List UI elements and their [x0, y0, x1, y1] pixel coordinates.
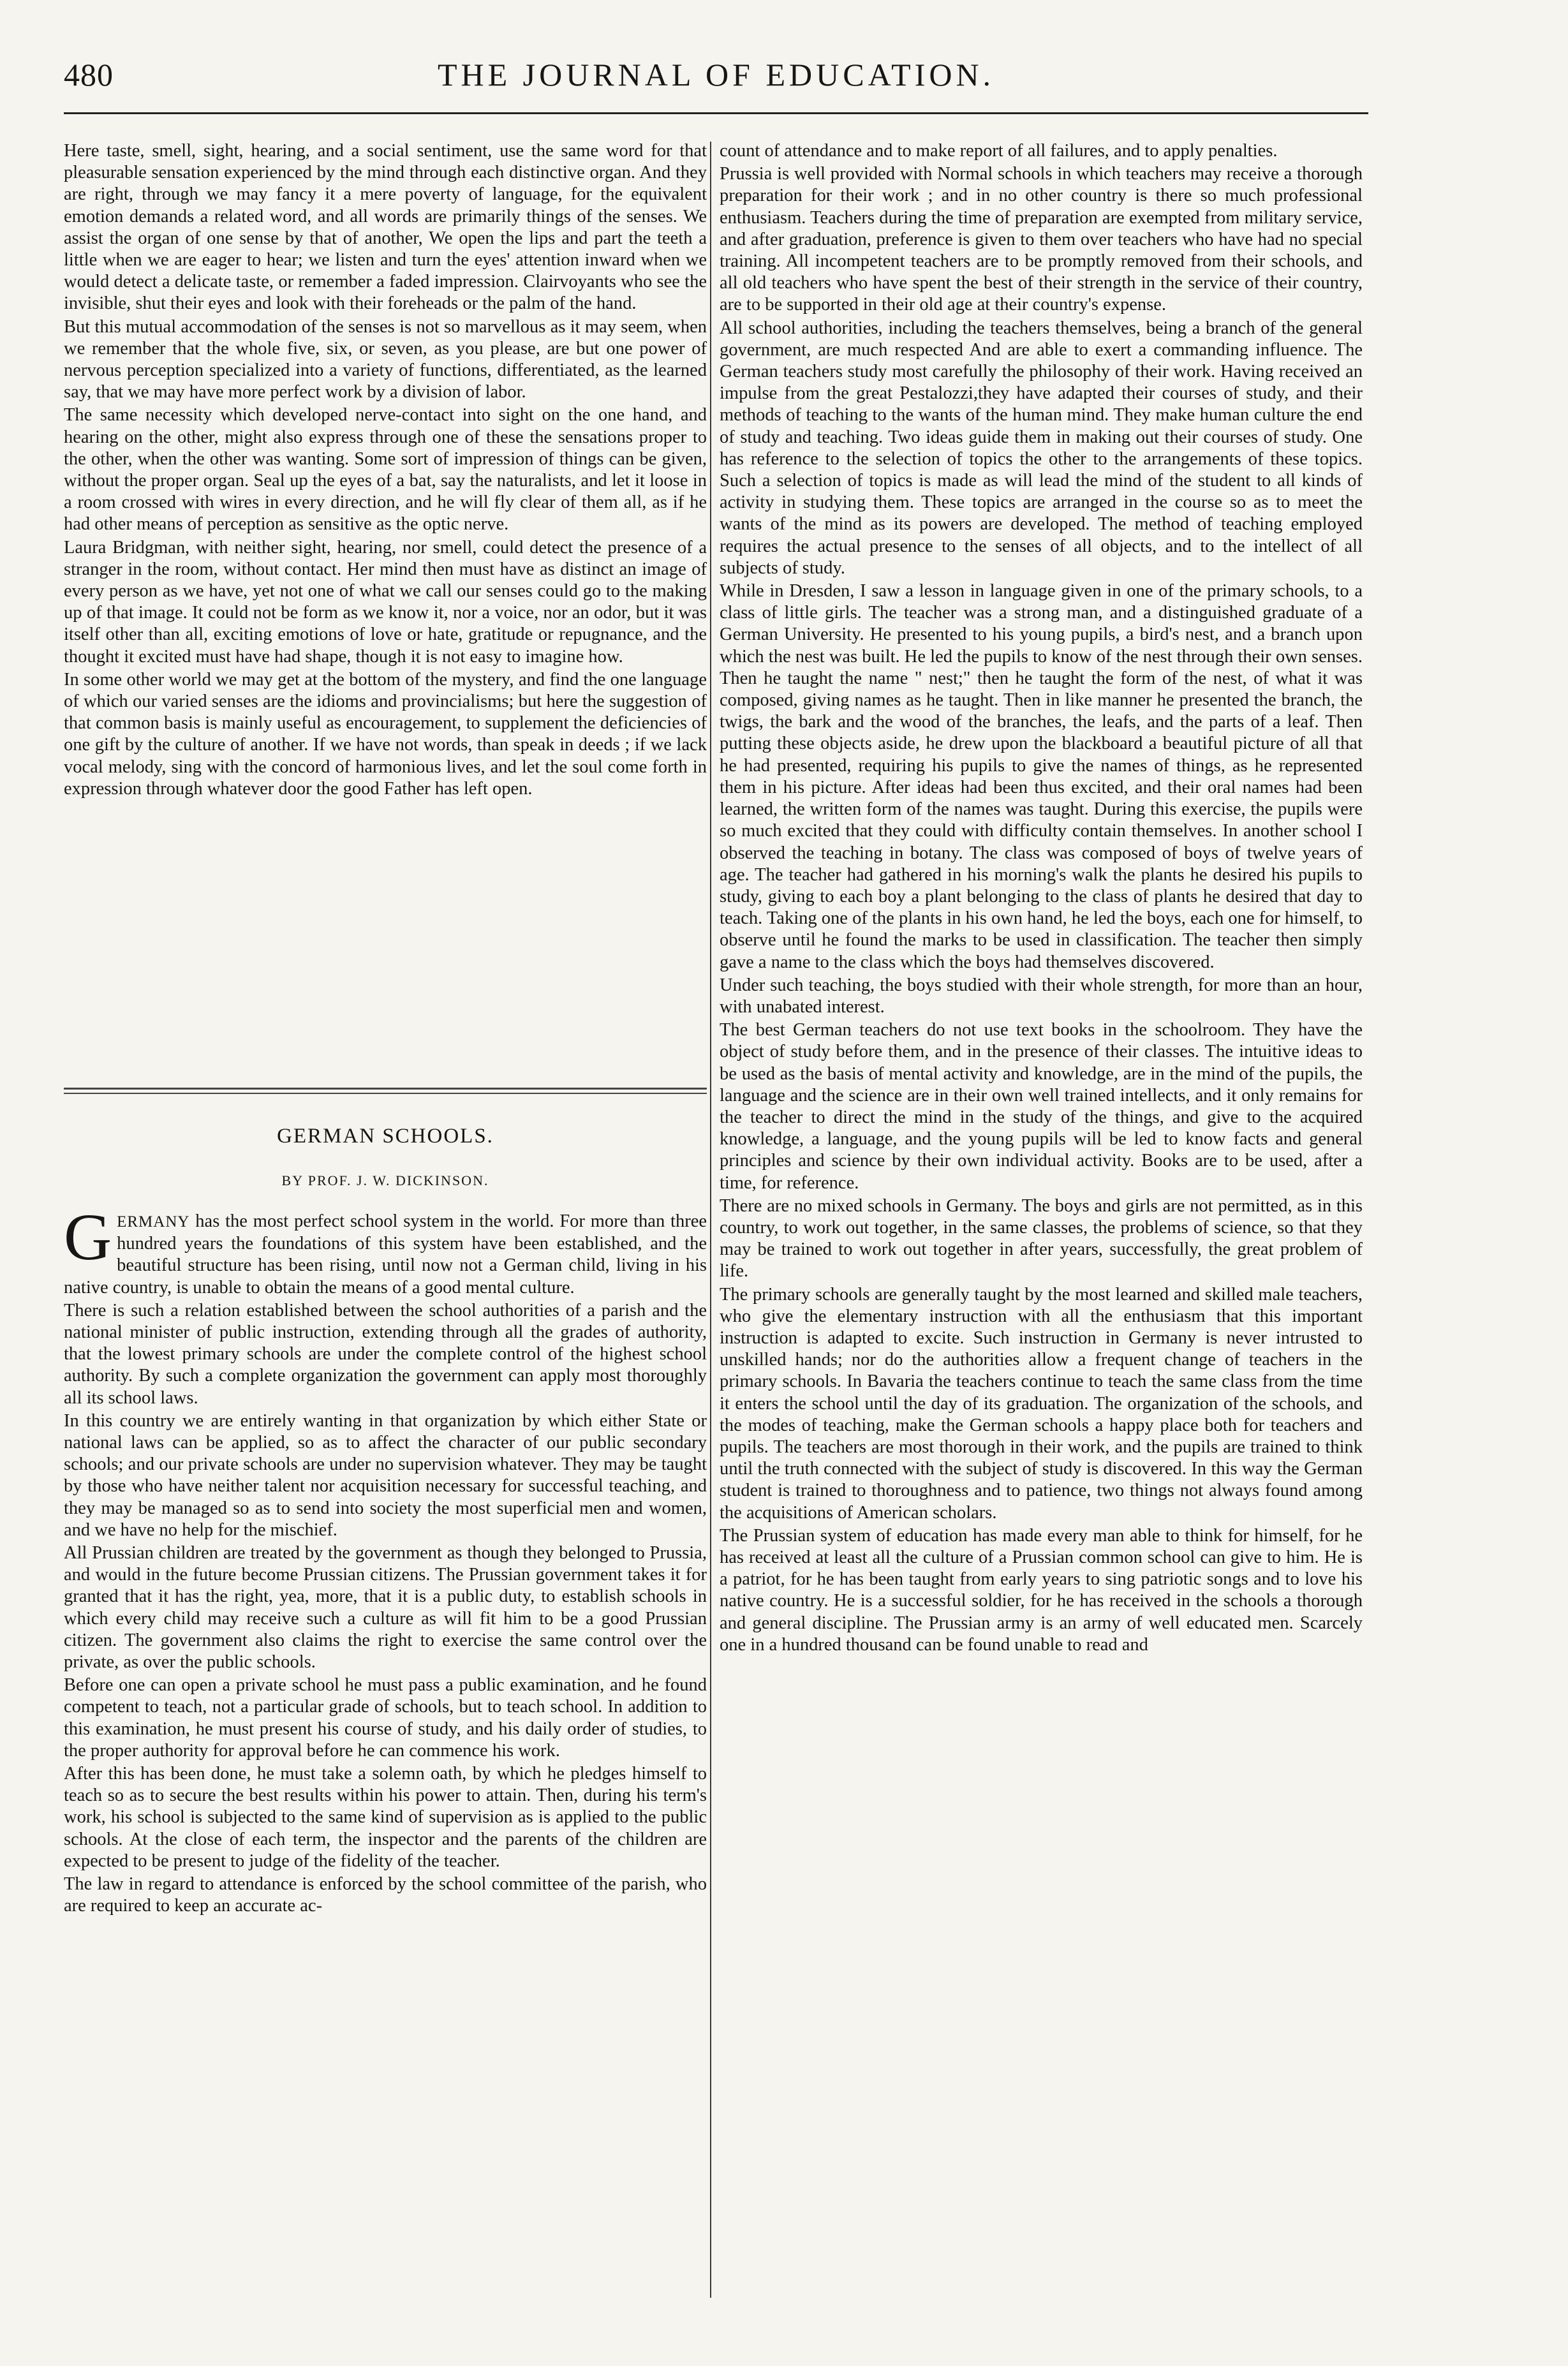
paragraph: After this has been done, he must take a solemn oath, by which he pledges himself to teach so as to secure the best results within his power to attain. Then, during his term's work, his school is subjected to the same kind of supervision as is applied to the public schools. At the close of each term, the inspector and the parents of the children are expected to be present to judge of the fidelity of the teacher. — [64, 1764, 707, 1871]
paragraph: There is such a relation established between the school authorities of a parish and the national minister of public instruction, extending through all the grades of authority, that the lowest primary schools are under the complete control of the highest school authority. By such a complete organization the government can apply most thoroughly all its school laws. — [64, 1300, 707, 1408]
column-divider — [710, 142, 711, 2298]
paragraph: In this country we are entirely wanting in that organization by which either State or national laws can be applied, so as to affect the character of our public secondary schools; and our private schools are under no supervision whatever. They may be taught by those who have neither talent nor acquisition necessary for successful teaching, and they may be managed so as to send into society the most superficial men and women, and we have no help for the mischief. — [64, 1410, 707, 1540]
paragraph: But this mutual accommodation of the senses is not so marvellous as it may seem, when we remember that the whole five, six, or seven, as you please, are but one power of nervous perception specialized into a variety of functions, differentiated, as the learned say, that we may have more perfect work by a division of labor. — [64, 316, 707, 403]
article-body-left — [64, 1201, 707, 1918]
paragraph: Under such teaching, the boys studied with their whole strength, for more than an hour, with unabated interest. — [720, 975, 1363, 1017]
first-word-rest: ERMANY — [117, 1213, 190, 1231]
paragraph: There are no mixed schools in Germany. The boys and girls are not permitted, as in this country, to work out together, in the same classes, the problems of science, so that they may be trained to work out together in after years, successfully, the great problem of life. — [720, 1195, 1363, 1282]
paragraph: Laura Bridgman, with neither sight, hearing, nor smell, could detect the presence of a stranger in the room, without contact. Her mind then must have as distinct an image of every person as we have, yet not one of what we call our senses could go to the making up of that image. It could not be form as we know it, nor a voice, nor an odor, but it was itself other than all, exciting emotions of love or hate, gratitude or repugnance, and the thought it excited must have had shape, though it is not easy to imagine how. — [64, 537, 707, 667]
paragraph: count of attendance and to make report of all failures, and to apply penalties. — [720, 141, 1278, 161]
paragraph: All Prussian children are treated by the government as though they belonged to Prussia, and would in the future become Prussian citizens. The Prussian government takes it for granted that it has the right, yea, more, that it is a public duty, to establish schools in which every child may receive such a culture as will fit him to be a good Prussian citizen. The government also claims the right to exercise the same control over the private, as over the public schools. — [64, 1543, 707, 1673]
drop-cap: G — [64, 1201, 112, 1274]
article-byline: BY PROF. J. W. DICKINSON. — [281, 1172, 489, 1188]
article-body-right — [720, 140, 1363, 1656]
paragraph: The Prussian system of education has made every man able to think for himself, for he has received at least all the culture of a Prussian common school can give to him. He is a patriot, for he has been taught from early years to sing patriotic songs and to love his native country. He is a successful soldier, for he has received in the schools a thorough and general discipline. The Prussian army is an army of well educated men. Scarcely one in a hundred thousand can be found unable to read and — [720, 1525, 1363, 1655]
paragraph: Prussia is well provided with Normal schools in which teachers may receive a thorough preparation for their work ; and in no other country is there so much professional enthusiasm. Teachers during the time of preparation are exempted from military service, and after graduation, preference is given to them over teachers who have had no special training. All incompetent teachers are to be promptly removed from their schools, and all old teachers who have spent the best of their strength in the service of their country, are to be supported in their old age at their country's expense. — [720, 164, 1363, 315]
left-column-continued-article — [64, 140, 707, 800]
page-number: 480 — [64, 57, 114, 92]
journal-title: THE JOURNAL OF EDUCATION. — [437, 57, 995, 92]
paragraph: Before one can open a private school he must pass a public examination, and he found competent to teach, not a particular grade of schools, but to teach school. In addition to this examination, he must present his course of study, and his daily order of studies, to the proper authority for approval before he can commence his work. — [64, 1675, 707, 1761]
paragraph: The law in regard to attendance is enforced by the school committee of the parish, who are required to keep an accurate ac- — [64, 1874, 707, 1916]
page-header — [64, 56, 1368, 115]
paragraph-first — [64, 1201, 707, 1299]
paragraph: Here taste, smell, sight, hearing, and a social sentiment, use the same word for that pleasurable sensation experienced by the mind through each distinctive organ. And they are right, through we may fancy it a mere poverty of language, for the equivalent emotion demands a related word, and all words are primarily things of the senses. We assist the organ of one sense by that of another, We open the lips and part the teeth a little when we are eager to hear; we listen and turn the eyes' attention inward when we would detect a delicate taste, or remember a faded impression. Clairvoyants who see the invisible, shut their eyes and look with their foreheads or the palm of the hand. — [64, 141, 707, 314]
paragraph: The same necessity which developed nerve-contact into sight on the one hand, and hearing on the other, might also express through one of these the sensations proper to the other, when the other was wanting. Some sort of impression of things can be given, without the proper organ. Seal up the eyes of a bat, say the naturalists, and let it loose in a room crossed with wires in every direction, and he will fly clear of them all, as if he had other means of perception as sensitive as the optic nerve. — [64, 405, 707, 535]
paragraph-text: has the most perfect school system in the world. For more than three hundred years the foundations of this system have been established, and the beautiful structure has been rising, until now not a German child, living in his native country, is unable to obtain the means of a good mental culture. — [64, 1211, 707, 1298]
paragraph: All school authorities, including the teachers themselves, being a branch of the general government, are much respected And are able to exert a commanding influence. The German teachers study most carefully the philosophy of their work. Having received an impulse from the great Pestalozzi,they have adapted their courses of study, and their methods of teaching to the wants of the human mind. They make human culture the end of study and teaching. Two ideas guide them in making out their courses of study. One has reference to the selection of topics the other to the arrangements of these topics. Such a selection of topics is made as will lead the mind of the student to all kinds of activity in studying them. These topics are arranged in the course so as to meet the wants of the mind as its powers are developed. The method of teaching employed requires the actual presence to the senses of all objects, and to the intellect of all subjects of study. — [720, 318, 1363, 578]
paragraph: The primary schools are generally taught by the most learned and skilled male teachers, who give the elementary instruction with all the enthusiasm that this important instruction is adapted to excite. Such instruction in Germany is never intrusted to unskilled hands; nor do the authorities allow a frequent change of teachers in the primary schools. In Bavaria the teachers continue to teach the same class from the time it enters the school until the day of its graduation. The organization of the schools, and the modes of teaching, make the German schools a happy place both for teachers and pupils. The teachers are most thorough in their work, and the pupils are trained to think until the truth connected with the subject of study is discovered. In this way the German student is trained to thoroughness and to patience, two things not always found among the acquisitions of American scholars. — [720, 1284, 1363, 1523]
section-separator-rule — [64, 1088, 707, 1090]
paragraph: While in Dresden, I saw a lesson in language given in one of the primary schools, to a class of little girls. The teacher was a strong man, and a distinguished graduate of a German University. He presented to his young pupils, a bird's nest, and a branch upon which the nest was built. He led the pupils to know of the nest through their own senses. Then he taught the name " nest;" then he taught the form of the nest, of what it was composed, giving names as he taught. Then in like manner he presented the branch, the twigs, the bark and the wood of the branches, the leafs, and the parts of a leaf. Then putting these objects aside, he drew upon the blackboard a beautiful picture of all that he had presented, requiring his pupils to give the names of things, as he represented them in his picture. After ideas had been thus excited, and their oral names had been learned, the written form of the names was taught. During this exercise, the pupils were so much excited that they could with difficulty contain themselves. In another school I observed the teaching in botany. The class was composed of boys of twelve years of age. The teacher had gathered in his morning's walk the plants he desired his pupils to study, giving to each boy a plant belonging to the class of plants he desired that day to teach. Taking one of the plants in his own hand, he led the boys, each one for himself, to observe until he found the marks to be used in classification. The teacher then simply gave a name to the class which the boys had themselves discovered. — [720, 581, 1363, 972]
section-separator-rule — [64, 1093, 707, 1094]
paragraph: The best German teachers do not use text books in the schoolroom. They have the object of study before them, and in the presence of their classes. The intuitive ideas to be used as the basis of mental activity and knowledge, are in the mind of the pupils, the language and the science are in their own well trained intellects, and it only remains for the teacher to direct the mind in the study of the things, and give to the acquired knowledge, a language, and the young pupils will be led to know facts and general principles and science by their own individual activity. Books are to be used, after a time, for reference. — [720, 1020, 1363, 1193]
article-title: GERMAN SCHOOLS. — [277, 1125, 494, 1148]
header-rule — [64, 112, 1368, 114]
paragraph: In some other world we may get at the bottom of the mystery, and find the one language of which our varied senses are the idioms and provincialisms; but here the suggestion of that common basis is mainly useful as encouragement, to supplement the deficiencies of one gift by the culture of another. If we have not words, than speak in deeds ; if we lack vocal melody, sing with the concord of harmonious lives, and let the soul come forth in expression through whatever door the good Father has left open. — [64, 669, 707, 799]
